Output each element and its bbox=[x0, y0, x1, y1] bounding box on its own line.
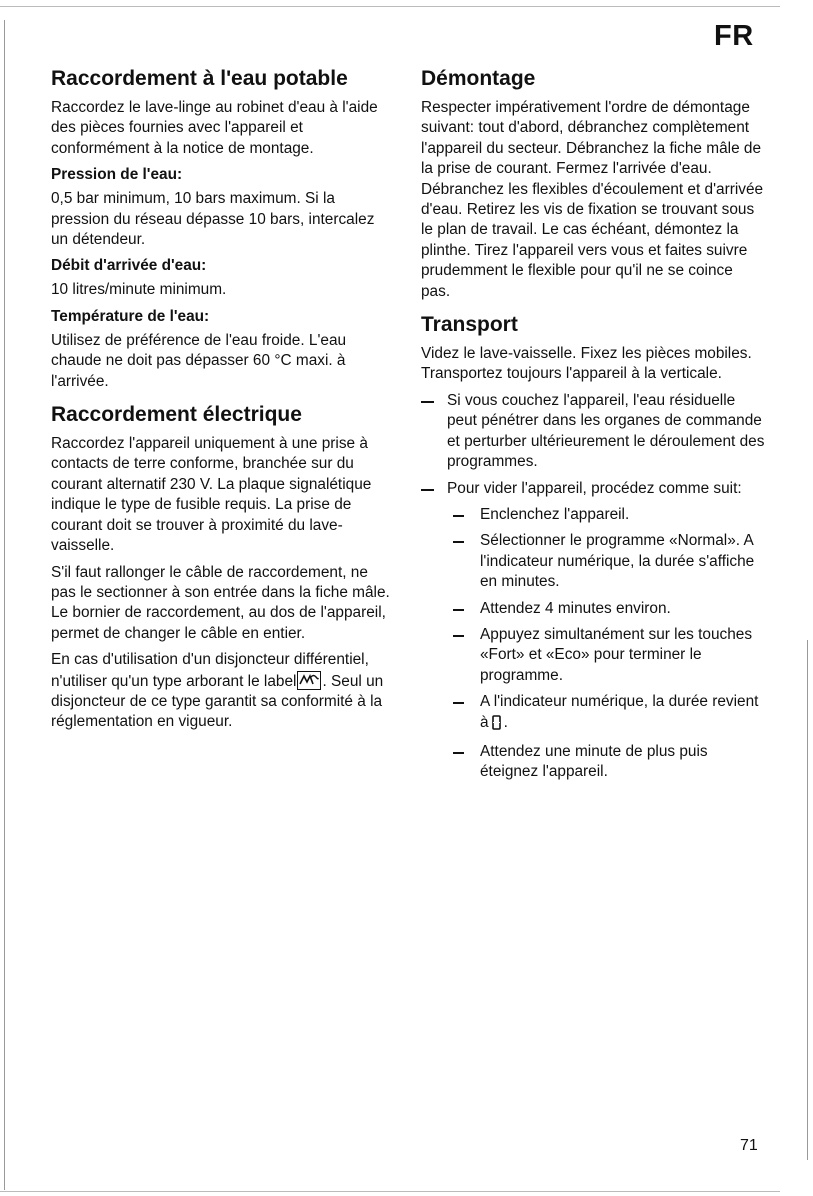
electrical-paragraph-3-end: . Seul un disjoncteur de ce type garantit sa conformité à la réglementation en vigueur. bbox=[51, 672, 384, 731]
electrical-paragraph-3-start: En cas d'utilisation d'un disjoncteur différentiel, n'utiliser qu'un type arborant le label bbox=[51, 651, 369, 690]
bottom-edge-line bbox=[0, 1191, 780, 1192]
list-item: Sélectionner le programme «Normal». A l'indicateur numérique, la durée s'affiche en minutes. bbox=[447, 531, 766, 592]
water-temperature-heading: Température de l'eau: bbox=[51, 307, 210, 325]
electrical-paragraph-3 bbox=[51, 650, 391, 733]
list-item bbox=[447, 692, 766, 736]
list-item: Appuyez simultanément sur les touches «Fort» et «Eco» pour terminer le programme. bbox=[447, 625, 766, 686]
water-pressure-heading: Pression de l'eau: bbox=[51, 166, 183, 184]
list-item: Attendez 4 minutes environ. bbox=[447, 599, 766, 619]
transport-list bbox=[421, 391, 766, 783]
list-item bbox=[421, 391, 766, 473]
right-column bbox=[421, 66, 766, 789]
water-flow-heading: Débit d'arrivée d'eau: bbox=[51, 257, 207, 275]
dismantling-heading: Démontage bbox=[421, 67, 536, 90]
left-edge-line bbox=[4, 20, 5, 1190]
water-temperature-text: Utilisez de préférence de l'eau froide. L'eau chaude ne doit pas dépasser 60 °C maxi. à l'arrivée. bbox=[51, 331, 347, 390]
residual-current-label-icon bbox=[297, 671, 321, 690]
page-number: 71 bbox=[740, 1137, 758, 1154]
list-item: Attendez une minute de plus puis éteignez l'appareil. bbox=[447, 742, 766, 783]
transport-item-residual-water: Si vous couchez l'appareil, l'eau résiduelle peut pénétrer dans les organes de commande et perturber ultérieurement le déroulement des programmes. bbox=[447, 391, 765, 471]
water-pressure-text: 0,5 bar minimum, 10 bars maximum. Si la pression du réseau dépasse 10 bars, intercalez un détendeur. bbox=[51, 190, 375, 249]
list-item: Enclenchez l'appareil. bbox=[447, 505, 766, 525]
language-code: FR bbox=[714, 20, 754, 52]
transport-heading: Transport bbox=[421, 313, 518, 337]
display-step-end: . bbox=[503, 713, 508, 731]
list-item bbox=[421, 479, 766, 783]
top-edge-line bbox=[0, 6, 780, 7]
seven-segment-zero-icon bbox=[492, 715, 501, 736]
transport-intro: Videz le lave-vaisselle. Fixez les pièces mobiles. Transportez toujours l'appareil à la verticale. bbox=[421, 345, 752, 383]
electrical-connection-heading: Raccordement électrique bbox=[51, 403, 302, 427]
dismantling-text: Respecter impérativement l'ordre de démontage suivant: tout d'abord, débranchez complètement l'appareil du secteur. Débranchez la fiche mâle de la prise de courant. Fermez l'arrivée d'eau. Débranchez les flexibles d'écoulement et d'arrivée d'eau. Retirez les vis de fixation se trouvant sous le plan de travail. Le cas échéant, démontez la plinthe. Tirez l'appareil vers vous et faites suivre prudemment le flexible pour qu'il ne se coince pas. bbox=[421, 99, 764, 300]
water-connection-intro: Raccordez le lave-linge au robinet d'eau à l'aide des pièces fournies avec l'appareil et conformément à la notice de montage. bbox=[51, 99, 378, 157]
water-flow-text: 10 litres/minute minimum. bbox=[51, 281, 227, 299]
electrical-paragraph-2: S'il faut rallonger le câble de raccordement, ne pas le sectionner à son entrée dans la fiche mâle. Le bornier de raccordement, au dos de l'appareil, permet de changer le câble en entier. bbox=[51, 563, 390, 642]
electrical-paragraph-1: Raccordez l'appareil uniquement à une prise à contacts de terre conforme, branchée sur du courant alternatif 230 V. La plaque signalétique indique le type de fusible requis. La prise de courant doit se trouver à proximité du lave-vaisselle. bbox=[51, 435, 372, 555]
left-column bbox=[51, 66, 391, 739]
transport-item-empty-appliance: Pour vider l'appareil, procédez comme suit: bbox=[447, 479, 742, 497]
emptying-steps-list bbox=[447, 505, 766, 783]
display-step-start: A l'indicateur numérique, la durée revient à bbox=[480, 693, 759, 731]
right-edge-line bbox=[807, 640, 808, 1160]
water-connection-heading: Raccordement à l'eau potable bbox=[51, 67, 348, 90]
